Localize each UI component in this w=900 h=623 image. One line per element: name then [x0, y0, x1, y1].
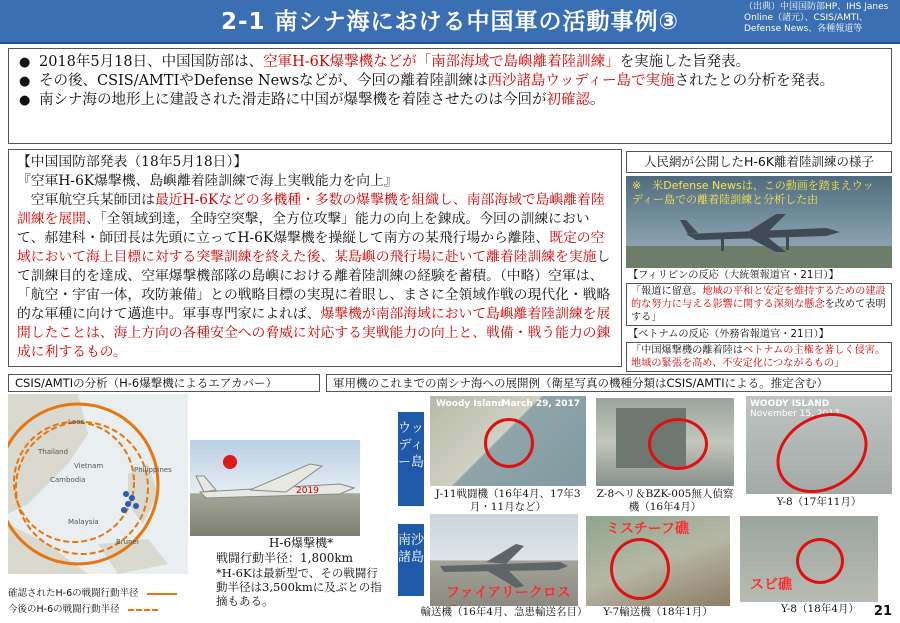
satellite-photo-mischief: ミスチーフ礁 [586, 516, 730, 606]
woody-island-label: ウッディー島 [398, 412, 424, 506]
video-still [626, 176, 892, 268]
satellite-photo-j11: Woody Island March 29, 2017 [430, 396, 586, 486]
bullet-item: ● 2018年5月18日、中国国防部は、空軍H-6K爆撃機などが「南部海域で島嶼離着陸訓練」を実施した旨発表。 [17, 53, 883, 72]
bomber-name: H-6爆撃機* [268, 536, 334, 550]
map-label: Vietnam [74, 462, 104, 470]
legend-future: 今後のH-6の戦闘行動半径 [8, 602, 248, 618]
legend-confirmed: 確認されたH-6の戦闘行動半径 [8, 586, 248, 602]
press-heading: 【中国国防部発表（18年5月18日）】 [17, 154, 248, 170]
plane-number: 2019 [296, 486, 319, 496]
video-note: ※ 米Defense Newsは、この動画を踏まえウッディー島での離着陸訓練と分析した由 [632, 179, 874, 206]
page-title: 2-1 南シナ海における中国軍の活動事例③ [220, 9, 680, 35]
page-number: 21 [873, 604, 892, 619]
philippines-statement: 「報道に留意。地域の平和と安定を維持するための建設的な努力に与える影響に関する深刻な懸念を改めて表明する」 [626, 283, 892, 326]
caption-z8: Z-8ヘリ＆BZK-005無人偵察機（16年4月） [596, 488, 734, 513]
caption-j11: J-11戦闘機（16年4月、17年3月・11月など） [435, 488, 581, 513]
caption-subi: Y-8（18年4月） [780, 603, 860, 615]
reactions [626, 269, 892, 367]
vietnam-heading: 【ベトナムの反応（外務省報道官・21日）】 [628, 329, 829, 340]
press-body: 空軍航空兵某師団は最近H-6Kなどの多機種・多数の爆撃機を組織し、南部海域で島嶼離着陸訓練を展開、「全領域到達，全時空突撃，全方位攻撃」能力の向上を錬成。今回の訓練において、郝建科・師団長は先頭に立ってH-6K爆撃機を操縦して南方の某飛行場から離陸、既定の空域において海上目標に対する突撃訓練を終えた後、某島嶼の飛行場に赴いて離着陸訓練を実施して訓練目的を達成、空軍爆撃機部隊の島嶼における離着陸訓練の経験を蓄積。（中略）空軍は、「航空・宇宙一体，攻防兼備」との戦略目標の実現に着眼し、まさに全領域作戦の現代化・戦略的な軍種に向けて邁進中。軍事専門家によれば、爆撃機が南部海域において島嶼離着陸訓練を展開したことは、海上方向の各種安全への脅威に対応する実戦能力の向上と、戦備・戦う能力の錬成に利するもの。 [17, 192, 611, 360]
satellite-photo-z8 [596, 398, 734, 486]
philippines-heading: 【フィリピンの反応（大統領報道官・21日）】 [628, 270, 839, 281]
caption-y8-woody: Y-8（17年11月） [776, 496, 862, 508]
bullet-item: ● その後、CSIS/AMTIやDefense Newsなどが、今回の離着陸訓練は西沙諸島ウッディー島で実施されたとの分析を発表。 [17, 72, 883, 91]
bullet-item: ● 南シナ海の地形上に建設された滑走路に中国が爆撃機を着陸させたのは今回が初確認。 [17, 91, 883, 110]
source-note: （出典）中国国防部HP、IHS Janes Online（諸元）、CSIS/AMTI、Defense News、各種報道等 [744, 2, 889, 34]
summary-bullets [8, 48, 892, 144]
caption-mischief: Y-7輸送機（18年1月） [603, 606, 713, 618]
h6k-landing-image [626, 206, 892, 268]
press-release-box [8, 149, 622, 367]
video-title: 人民網が公開したH-6K離着陸訓練の様子 [626, 151, 892, 173]
bomber-radius: 戦闘行動半径：1,800km [216, 551, 354, 565]
bomber-note: *H-6Kは最新型で、その戦闘行動半径は3,500kmに及ぶとの指摘もある。 [216, 566, 382, 608]
map-label: Laos [68, 418, 85, 426]
deployment-panel-title: 軍用機のこれまでの南シナ海への展開例（衛星写真の機種分類はCSIS/AMTIによる。推定含む） [326, 374, 892, 392]
map-label: Thailand [38, 448, 69, 456]
vietnam-statement: 「中国爆撃機の離着陸はベトナムの主権を著しく侵害。地域の緊張を高め、不安定化につながるもの」 [626, 342, 892, 372]
photo-fiery-cross-transport: ファイアリークロス [430, 514, 578, 606]
h6-bomber-photo [190, 440, 360, 536]
press-subheading: 『空軍H-6K爆撃機、島嶼離着陸訓練で海上実戦能力を向上』 [17, 173, 398, 189]
map-label: Malaysia [68, 518, 99, 526]
csis-panel-title: CSIS/AMTIの分析（H-6爆撃機によるエアカバー） [8, 374, 320, 392]
map-legend [8, 586, 248, 618]
caption-fiery-cross: 輸送機（16年4月、急患輸送名目） [420, 606, 588, 618]
spratly-islands-label: 南沙諸島 [398, 524, 424, 596]
map-label: Brunei [116, 538, 139, 546]
satellite-photo-subi: スビ礁 [740, 516, 878, 602]
map-label: Philippines [134, 466, 172, 474]
satellite-photo-y8-woody: WOODY ISLAND November 15, 2017 [746, 396, 892, 494]
map-label: Cambodia [50, 476, 86, 484]
air-cover-map [8, 394, 188, 574]
